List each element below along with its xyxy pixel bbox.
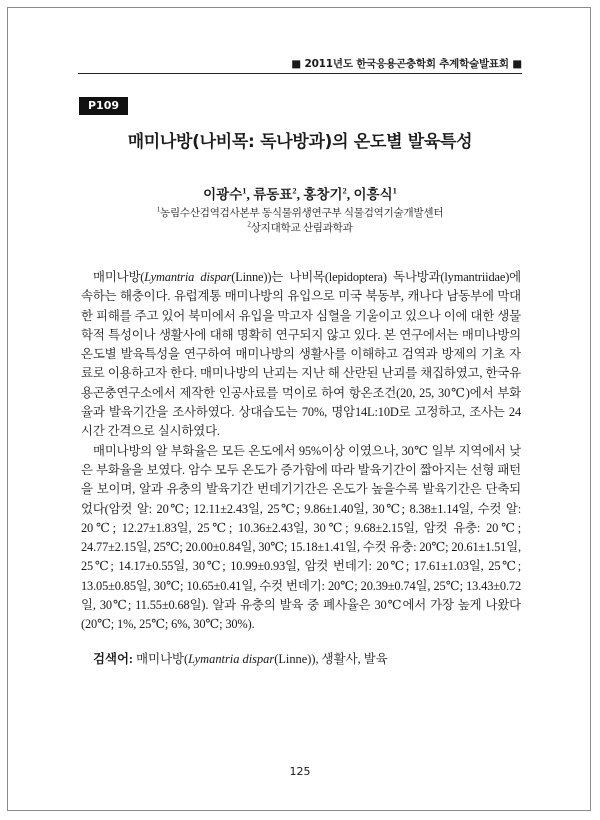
abstract-paragraph-2: 매미나방의 알 부화율은 모든 온도에서 95%이상 이였으나, 30℃ 일부 지역에서 낮은 부화율을 보였다. 암수 모두 온도가 증가함에 따라 발육기간이 짧아지는 선형 패턴을 보이며, 알과 유충의 발육기간 번데기기간은 온도가 높을수록 발육기간은 단축되었다(암컷 알: 20℃; 12.11±2.43일, 25℃; 9.86±1.40일, 30℃; 8.38±1.14일, 수컷 알: 20℃; 12.27±1.83일, 25℃; 10.36±2.43일, 30℃; 9.68±2.15일, 암컷 유충: 20℃; 24.77±2.15일, 25℃; 20.00±0.84일, 30℃; 15.18±1.41일, 수컷 유충: 20℃; 20.61±1.51일, 25℃; 14.17±0.55일, 30℃; 10.99±0.93일, 암컷 번데기: 20℃; 17.61±1.03일, 25℃; 13.05±0.85일, 30℃; 10.65±0.41일, 수컷 번데기: 20℃; 20.39±0.74일, 25℃; 13.43±0.72일, 30℃; 11.55±0.68일). 알과 유충의 발육 중 폐사율은 30℃에서 가장 높게 나왔다(20℃; 1%, 25℃; 6%, 30℃; 30%). [81,443,522,632]
paper-title: 매미나방(나비목: 독나방과)의 온도별 발육특성 [127,132,473,152]
affiliation-1 [78,205,522,220]
author-affil-sup: 2 [342,185,347,196]
affiliation-text: 농림수산검역검사본부 동식물위생연구부 식물검역기술개발센터 [160,208,444,219]
species-name-italic: Lymantria dispar [144,270,232,284]
text-run: (Linne)), 생활사, 발육 [274,652,388,666]
text-run: (Linne))는 나비목(lepidoptera) 독나방과(lymantriidae)에 속하는 해충이다. 유럽계통 매미나방의 유입으로 미국 북동부, 캐나다 남동부에 막대한 피해를 주고 있어 북미에서 유입을 막고자 심혈을 기울이고 있으나 이에 대한 생물학적 특성이나 생활사에 대해 명확히 연구되지 않고 있다. 본 연구에서는 매미나방의 온도별 발육특성을 연구하여 매미나방의 생활사를 이해하고 검역과 방제의 기초 자료로 이용하고자 한다. 매미나방의 난괴는 지난 해 산란된 난괴를 채집하였고, 한국유용곤충연구소에서 제작한 인공사료를 먹이로 하여 항온조건(20, 25, 30℃)에서 부화율과 발육기간을 조사하였다. 상대습도는 70%, 명암14L:10D로 고정하고, 조사는 24시간 간격으로 실시하였다. [81,270,521,439]
text-run: 매미나방( [93,270,145,284]
author-name: 홍창기 [303,187,343,202]
keywords-line [93,650,523,669]
author-list: 이광수$^1$, 류동표$^2$, 홍창기$^2$, 이흥식$^1$ [203,185,397,202]
author-affil-sup: 1 [392,185,397,196]
author-affil-sup: 1 [242,185,247,196]
affiliation-text: 상지대학교 산림과학과 [250,223,353,234]
author-name: 이광수 [203,187,243,202]
page-number: 125 [289,765,311,778]
author-name: 이흥식 [353,187,393,202]
affiliation-2 [78,220,522,235]
author-name: 류동표 [253,187,293,202]
poster-code-badge: P109 [79,97,128,115]
affiliation-sup: 2 [247,220,251,229]
header-rule [78,73,522,74]
author-affil-sup: 2 [292,185,297,196]
affiliation-sup: 1 [156,205,161,214]
conference-header: ■ 2011년도 한국응용곤충학회 추계학술발표회 ■ [291,58,522,70]
abstract-body [81,268,521,635]
species-name-italic: Lymantria dispar [188,652,275,666]
text-run: 매미나방( [133,652,189,666]
keywords-label: 검색어: [93,652,134,666]
abstract-paragraph-1 [81,268,521,442]
